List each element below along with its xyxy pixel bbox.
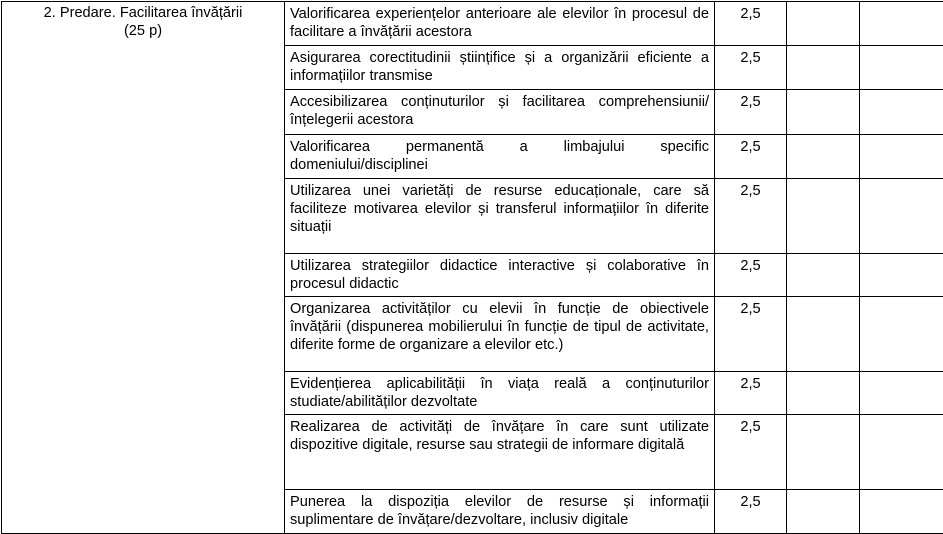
empty-cell bbox=[787, 46, 860, 90]
empty-cell bbox=[787, 415, 860, 490]
criterion-score: 2,5 bbox=[715, 179, 787, 254]
empty-cell bbox=[787, 254, 860, 297]
empty-cell bbox=[787, 90, 860, 135]
criterion-score: 2,5 bbox=[715, 254, 787, 297]
criterion-text: Valorificarea experiențelor anterioare ale elevilor în procesul de facilitare a învățării acestora bbox=[285, 2, 715, 46]
empty-cell bbox=[860, 297, 943, 372]
criterion-score: 2,5 bbox=[715, 372, 787, 415]
category-title: 2. Predare. Facilitarea învățării bbox=[2, 4, 284, 22]
criterion-score: 2,5 bbox=[715, 490, 787, 534]
criterion-text: Organizarea activităților cu elevii în funcție de obiectivele învățării (dispunerea mobilierului în funcție de tipul de activitate, diferite forme de organizare a elevilor etc.) bbox=[285, 297, 715, 372]
empty-cell bbox=[787, 179, 860, 254]
criterion-text: Evidențierea aplicabilității în viața reală a conținuturilor studiate/abilităților dezvoltate bbox=[285, 372, 715, 415]
empty-cell bbox=[860, 46, 943, 90]
criterion-score: 2,5 bbox=[715, 297, 787, 372]
empty-cell bbox=[860, 415, 943, 490]
empty-cell bbox=[787, 135, 860, 179]
criterion-score: 2,5 bbox=[715, 135, 787, 179]
category-cell bbox=[2, 2, 285, 534]
empty-cell bbox=[787, 372, 860, 415]
criterion-text: Utilizarea unei varietăți de resurse educaționale, care să faciliteze motivarea elevilor și transferul informațiilor în diferite situații bbox=[285, 179, 715, 254]
criterion-score: 2,5 bbox=[715, 90, 787, 135]
category-points: (25 p) bbox=[2, 22, 284, 40]
criterion-text: Asigurarea corectitudinii științifice și a organizării eficiente a informațiilor transmise bbox=[285, 46, 715, 90]
empty-cell bbox=[860, 90, 943, 135]
empty-cell bbox=[860, 254, 943, 297]
criterion-text: Punerea la dispoziția elevilor de resurse și informații suplimentare de învățare/dezvoltare, inclusiv digitale bbox=[285, 490, 715, 534]
criterion-score: 2,5 bbox=[715, 415, 787, 490]
criterion-text: Valorificarea permanentă a limbajului specific domeniului/disciplinei bbox=[285, 135, 715, 179]
empty-cell bbox=[860, 2, 943, 46]
empty-cell bbox=[860, 135, 943, 179]
empty-cell bbox=[860, 372, 943, 415]
criterion-text: Realizarea de activități de învățare în care sunt utilizate dispozitive digitale, resurse sau strategii de informare digitală bbox=[285, 415, 715, 490]
criterion-text: Utilizarea strategiilor didactice interactive și colaborative în procesul didactic bbox=[285, 254, 715, 297]
table-row bbox=[2, 2, 943, 46]
criterion-text: Accesibilizarea conținuturilor și facilitarea comprehensiunii/înțelegerii acestora bbox=[285, 90, 715, 135]
empty-cell bbox=[787, 297, 860, 372]
criterion-score: 2,5 bbox=[715, 46, 787, 90]
empty-cell bbox=[860, 179, 943, 254]
evaluation-table bbox=[1, 1, 943, 534]
criterion-score: 2,5 bbox=[715, 2, 787, 46]
empty-cell bbox=[787, 2, 860, 46]
